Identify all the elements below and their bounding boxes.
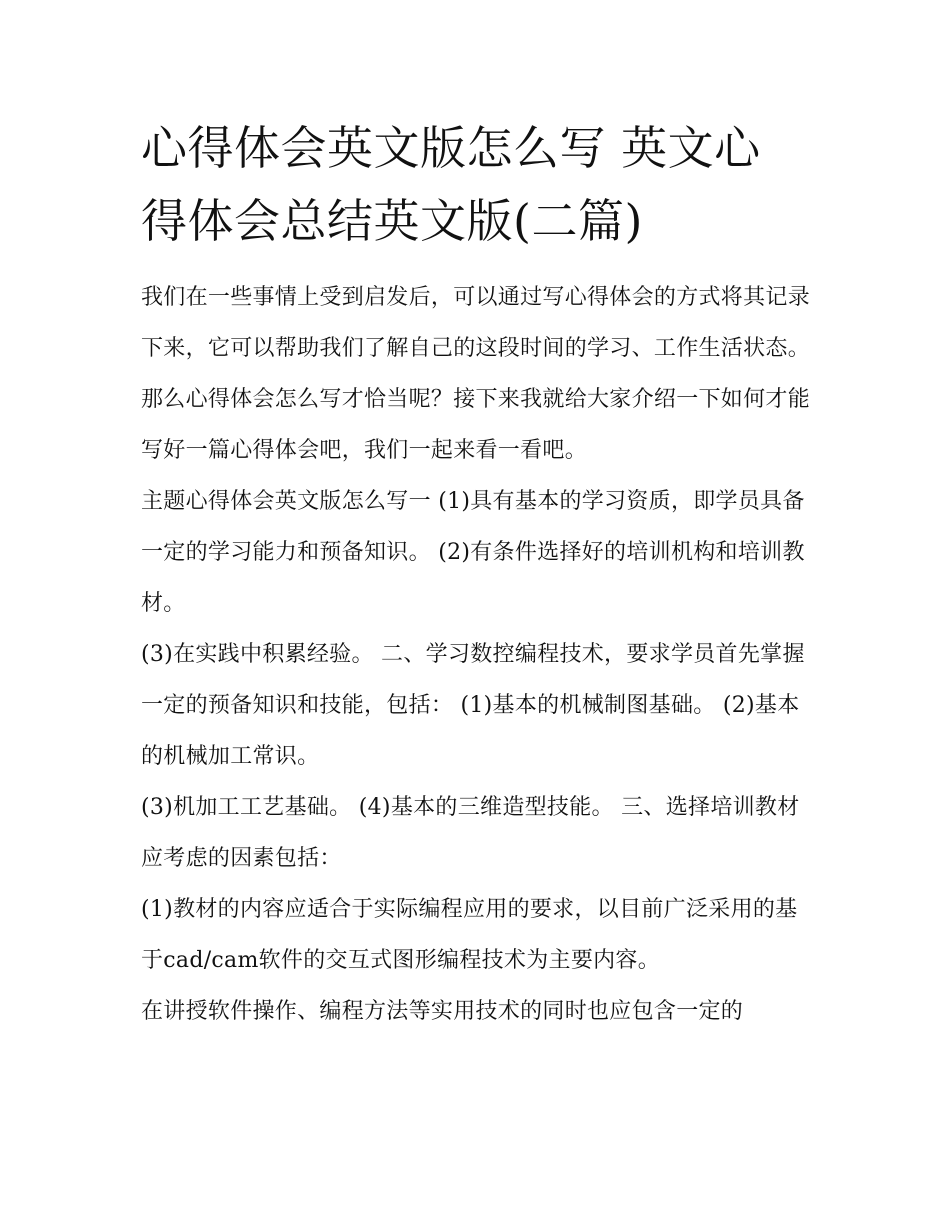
title-line-1: 心得体会英文版怎么写 英文心 — [141, 121, 761, 175]
document-body — [141, 112, 816, 1037]
paragraph-textbook: (1)教材的内容应适合于实际编程应用的要求，以目前广泛采用的基于cad/cam软件的交互式图形编程技术为主要内容。 — [141, 897, 798, 973]
paragraph-point-3: (3)在实践中积累经验。 二、学习数控编程技术，要求学员首先掌握一定的预备知识和技能，包括： (1)基本的机械制图基础。 (2)基本的机械加工常识。 — [141, 642, 805, 769]
paragraph-topic: 主题心得体会英文版怎么写一 (1)具有基本的学习资质，即学员具备一定的学习能力和预备知识。 (2)有条件选择好的培训机构和培训教材。 — [141, 489, 805, 616]
paragraph-intro: 我们在一些事情上受到启发后，可以通过写心得体会的方式将其记录下来，它可以帮助我们了解自己的这段时间的学习、工作生活状态。那么心得体会怎么写才恰当呢？接下来我就给大家介绍一下如何才能写好一篇心得体会吧，我们一起来看一看吧。 — [141, 285, 811, 463]
title-line-2: 得体会总结英文版(二篇) — [141, 194, 643, 248]
document-title — [141, 112, 816, 258]
paragraph-machining: (3)机加工工艺基础。 (4)基本的三维造型技能。 三、选择培训教材应考虑的因素包括： — [141, 795, 800, 871]
paragraph-teaching: 在讲授软件操作、编程方法等实用技术的同时也应包含一定的 — [141, 999, 744, 1024]
